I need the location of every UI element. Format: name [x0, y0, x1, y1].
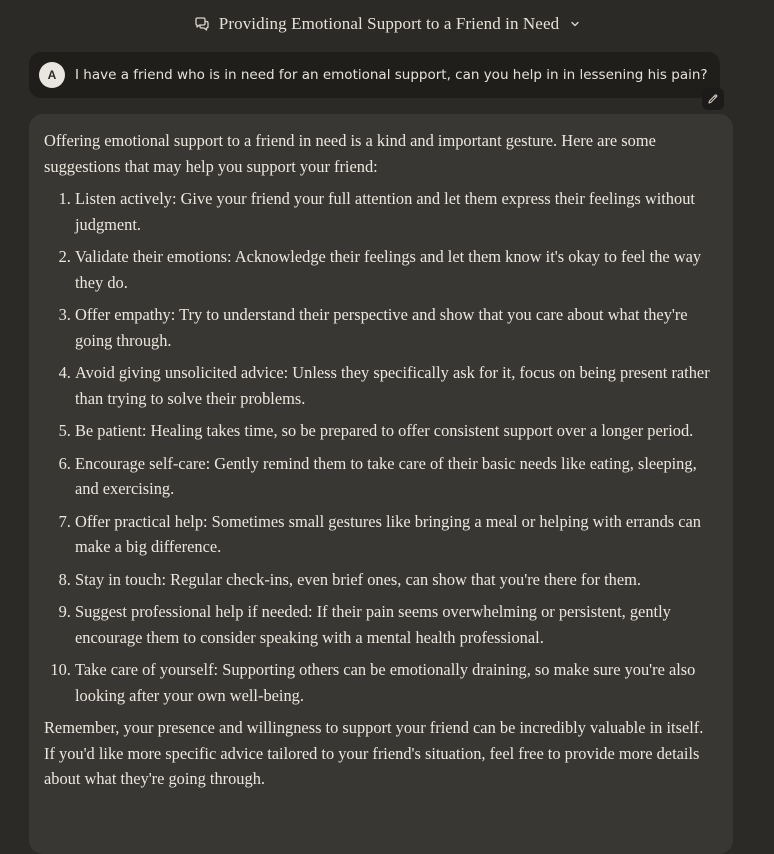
list-item: 9. Suggest professional help if needed: If their pain seems overwhelming or persistent, gently encourage them to consider speaking with a mental health professional. [75, 599, 717, 650]
chat-bubbles-icon [193, 15, 211, 33]
list-item: 6. Encourage self-care: Gently remind them to take care of their basic needs like eating, sleeping, and exercising. [75, 451, 717, 502]
list-item: 4. Avoid giving unsolicited advice: Unless they specifically ask for it, focus on being present rather than trying to solve their problems. [75, 360, 717, 411]
list-item: 5. Be patient: Healing takes time, so be prepared to offer consistent support over a longer period. [75, 418, 717, 444]
user-message [29, 52, 720, 98]
conversation-title-button[interactable] [0, 12, 774, 36]
avatar: A [39, 62, 65, 88]
assistant-intro: Offering emotional support to a friend in need is a kind and important gesture. Here are some suggestions that may help you support your friend: [44, 131, 656, 176]
list-item: 10. Take care of yourself: Supporting others can be emotionally draining, so make sure you're also looking after your own well-being. [75, 657, 717, 708]
edit-message-button[interactable] [702, 88, 724, 110]
conversation-title: Providing Emotional Support to a Friend in Need [218, 14, 560, 33]
user-message-text: I have a friend who is in need for an emotional support, can you help in in lessening his pain? [75, 67, 708, 83]
list-item: 1. Listen actively: Give your friend your full attention and let them express their feelings without judgment. [75, 186, 717, 237]
list-item: 8. Stay in touch: Regular check-ins, even brief ones, can show that you're there for them. [75, 567, 717, 593]
assistant-closing: Remember, your presence and willingness to support your friend can be incredibly valuable in itself. If you'd like more specific advice tailored to your friend's situation, feel free to provide more details about what they're going through. [44, 718, 704, 788]
assistant-message [29, 114, 733, 854]
chevron-down-icon [569, 18, 581, 30]
suggestions-list [44, 186, 717, 708]
list-item: 7. Offer practical help: Sometimes small gestures like bringing a meal or helping with errands can make a big difference. [75, 509, 717, 560]
list-item: 3. Offer empathy: Try to understand their perspective and show that you care about what they're going through. [75, 302, 717, 353]
pencil-icon [707, 93, 719, 105]
list-item: 2. Validate their emotions: Acknowledge their feelings and let them know it's okay to feel the way they do. [75, 244, 717, 295]
